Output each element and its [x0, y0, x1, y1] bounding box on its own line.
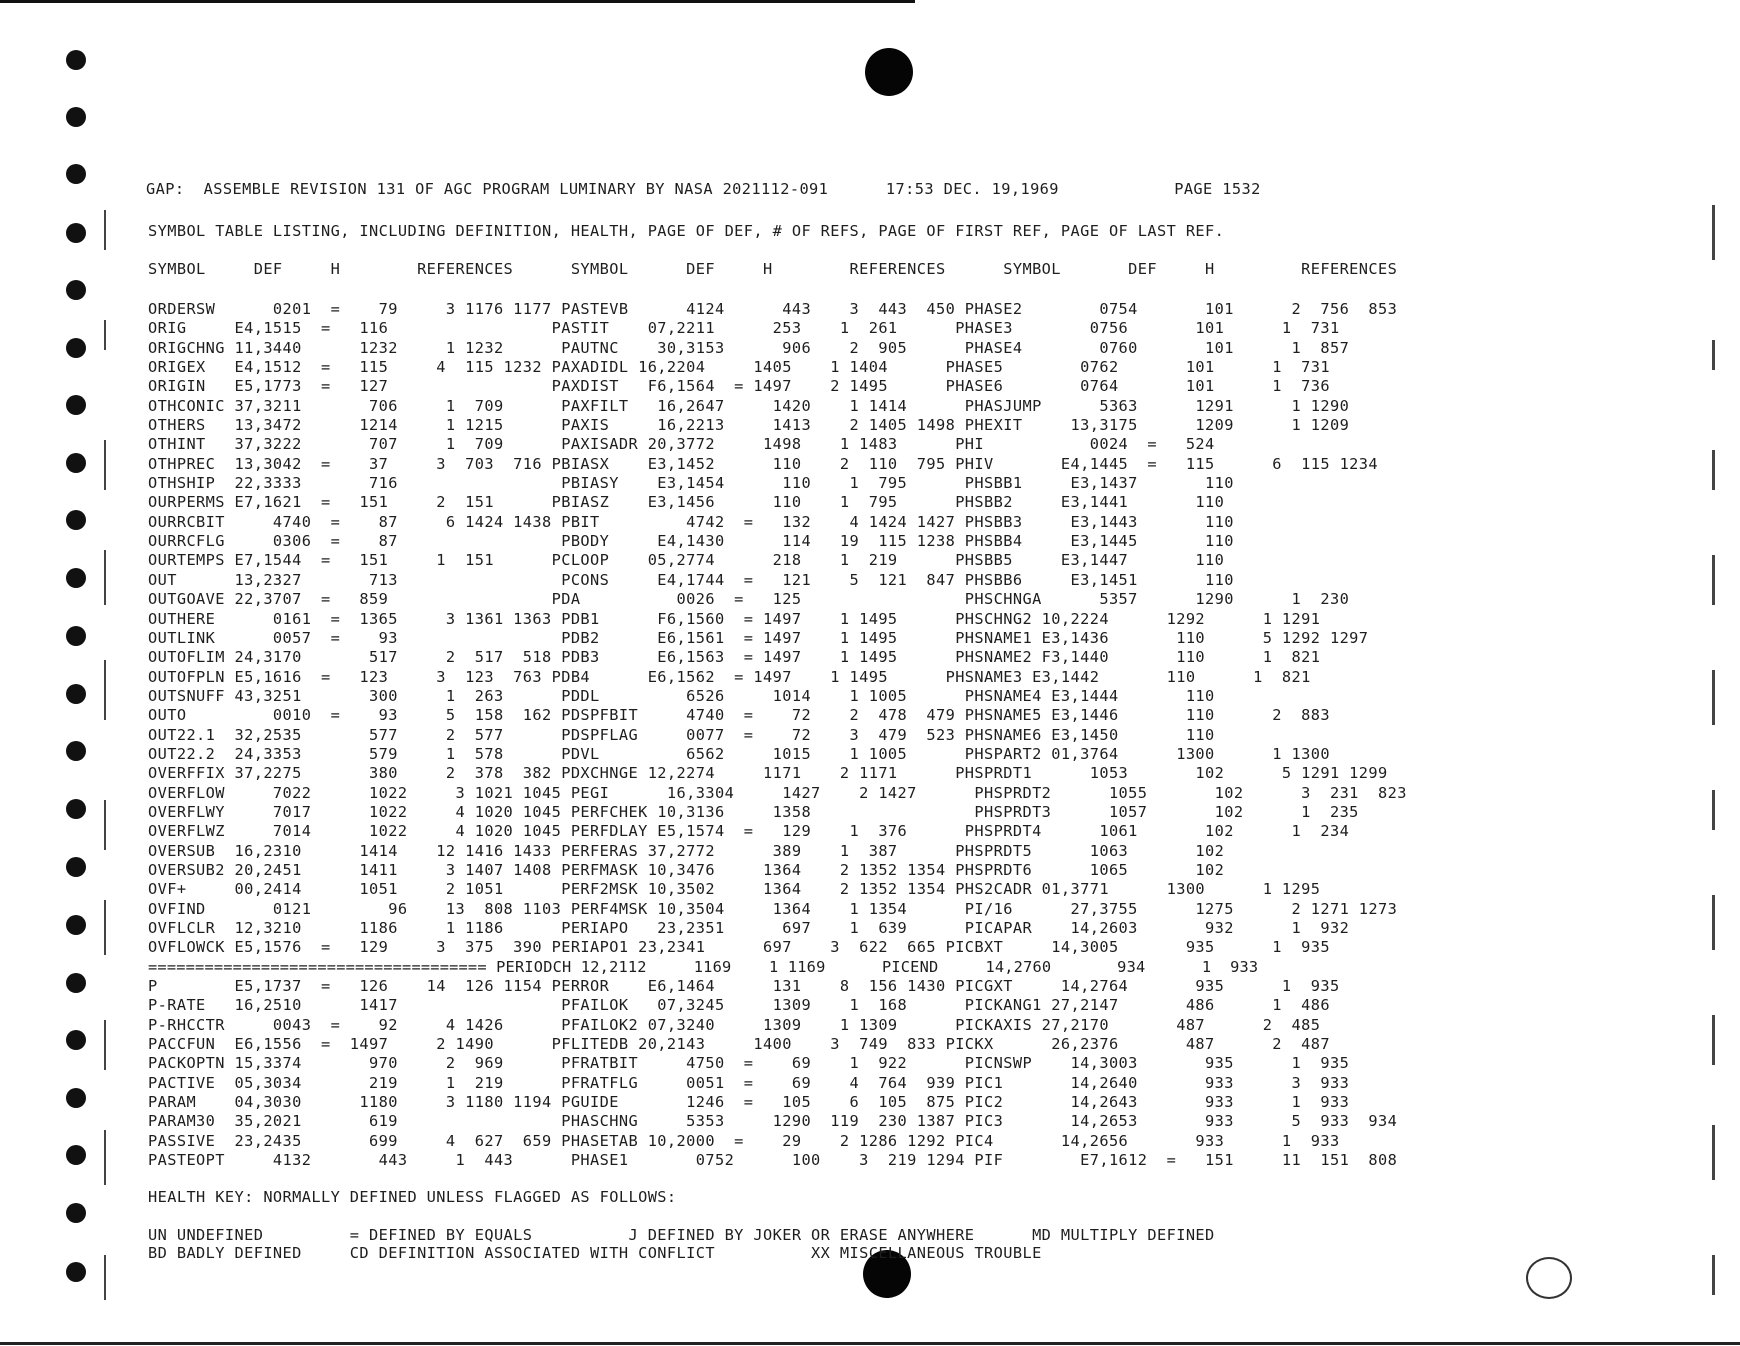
punch-hole — [66, 973, 86, 993]
scan-mark — [104, 1255, 106, 1300]
punch-hole — [66, 915, 86, 935]
health-key-line: UN UNDEFINED = DEFINED BY EQUALS J DEFINED BY JOKER OR ERASE ANYWHERE MD MULTIPLY DEFINED — [148, 1226, 1215, 1244]
table-row: ORIGEX E4,1512 = 115 4 115 1232 PAXADIDL 16,2204 1405 1 1404 PHASE5 0762 101 1 731 — [148, 358, 1330, 377]
table-row: OVERSUB2 20,2451 1411 3 1407 1408 PERFMASK 10,3476 1364 2 1352 1354 PHSPRDT6 1065 102 — [148, 860, 1225, 879]
scan-mark — [1712, 340, 1715, 370]
table-row: PASTEOPT 4132 443 1 443 PHASE1 0752 100 3 219 1294 PIF E7,1612 = 151 11 151 808 — [148, 1151, 1398, 1170]
scan-mark — [104, 320, 106, 350]
table-row: OVERFLWZ 7014 1022 4 1020 1045 PERFDLAY E5,1574 = 129 1 376 PHSPRDT4 1061 102 1 234 — [148, 822, 1350, 841]
table-row: OVFIND 0121 96 13 808 1103 PERF4MSK 10,3504 1364 1 1354 PI/16 27,3755 1275 2 1271 1273 — [148, 899, 1398, 918]
health-key-line: BD BADLY DEFINED CD DEFINITION ASSOCIATED WITH CONFLICT XX MISCELLANEOUS TROUBLE — [148, 1244, 1042, 1262]
table-row: P-RATE 16,2510 1417 PFAILOK 07,3245 1309 1 168 PICKANG1 27,2147 486 1 486 — [148, 996, 1330, 1015]
scan-mark — [1712, 670, 1715, 725]
table-row: PACKOPTN 15,3374 970 2 969 PFRATBIT 4750 = 69 1 922 PICNSWP 14,3003 935 1 935 — [148, 1054, 1350, 1073]
table-row: OTHINT 37,3222 707 1 709 PAXISADR 20,3772 1498 1 1483 PHI 0024 = 524 — [148, 435, 1215, 454]
symbol-table — [148, 300, 1407, 1170]
punch-hole — [66, 626, 86, 646]
table-row: ==================================== PERIODCH 12,2112 1169 1 1169 PICEND 14,2760 934 1 933 — [148, 957, 1259, 976]
table-row: OTHSHIP 22,3333 716 PBIASY E3,1454 110 1 795 PHSBB1 E3,1437 110 — [148, 474, 1234, 493]
punch-hole — [66, 568, 86, 588]
health-key-title: HEALTH KEY: NORMALLY DEFINED UNLESS FLAGGED AS FOLLOWS: — [148, 1188, 677, 1206]
table-row: PACTIVE 05,3034 219 1 219 PFRATFLG 0051 = 69 4 764 939 PIC1 14,2640 933 3 933 — [148, 1073, 1350, 1092]
table-row: OUTHERE 0161 = 1365 3 1361 1363 PDB1 F6,1560 = 1497 1 1495 PHSCHNG2 10,2224 1292 1 1291 — [148, 609, 1321, 628]
punch-hole — [66, 1088, 86, 1108]
sprocket-ring — [1526, 1257, 1572, 1299]
table-row: OURRCFLG 0306 = 87 PBODY E4,1430 114 19 115 1238 PHSBB4 E3,1445 110 — [148, 532, 1234, 551]
table-row: OVFLCLR 12,3210 1186 1 1186 PERIAPO 23,2351 697 1 639 PICAPAR 14,2603 932 1 932 — [148, 919, 1350, 937]
table-row: PARAM30 35,2021 619 PHASCHNG 5353 1290 119 230 1387 PIC3 14,2653 933 5 933 934 — [148, 1112, 1398, 1131]
punch-hole — [66, 510, 86, 530]
scan-mark — [1712, 555, 1715, 605]
bottom-edge-line — [0, 1342, 1740, 1345]
column-header: SYMBOL DEF H REFERENCES SYMBOL DEF H REFERENCES SYMBOL DEF H REFERENCES — [148, 260, 1398, 278]
punch-hole — [66, 107, 86, 127]
table-row: OVF+ 00,2414 1051 2 1051 PERF2MSK 10,3502 1364 2 1352 1354 PHS2CADR 01,3771 1300 1 1295 — [148, 880, 1321, 899]
punch-hole — [66, 50, 86, 70]
punch-hole — [66, 1145, 86, 1165]
sprocket-dot — [865, 48, 913, 96]
table-row: OVFLOWCK E5,1576 = 129 3 375 390 PERIAPO1 23,2341 697 3 622 665 PICBXT 14,3005 935 1 935 — [148, 938, 1330, 957]
table-row: OURPERMS E7,1621 = 151 2 151 PBIASZ E3,1456 110 1 795 PHSBB2 E3,1441 110 — [148, 493, 1225, 512]
table-row: OUT22.2 24,3353 579 1 578 PDVL 6562 1015 1 1005 PHSPART2 01,3764 1300 1 1300 — [148, 744, 1330, 763]
scan-mark — [104, 800, 106, 850]
top-edge-line — [0, 0, 915, 3]
punch-hole — [66, 1262, 86, 1282]
scan-mark — [1712, 1255, 1715, 1295]
table-row: P E5,1737 = 126 14 126 1154 PERROR E6,1464 131 8 156 1430 PICGXT 14,2764 935 1 935 — [148, 977, 1340, 996]
table-row: ORDERSW 0201 = 79 3 1176 1177 PASTEVB 4124 443 3 443 450 PHASE2 0754 101 2 756 853 — [148, 300, 1398, 318]
scan-mark — [1712, 895, 1715, 950]
table-row: OURRCBIT 4740 = 87 6 1424 1438 PBIT 4742 = 132 4 1424 1427 PHSBB3 E3,1443 110 — [148, 512, 1234, 531]
table-row: OURTEMPS E7,1544 = 151 1 151 PCLOOP 05,2774 218 1 219 PHSBB5 E3,1447 110 — [148, 551, 1225, 570]
punch-hole — [66, 741, 86, 761]
table-row: OVERSUB 16,2310 1414 12 1416 1433 PERFERAS 37,2772 389 1 387 PHSPRDT5 1063 102 — [148, 841, 1225, 860]
table-row: OTHERS 13,3472 1214 1 1215 PAXIS 16,2213 1413 2 1405 1498 PHEXIT 13,3175 1209 1 1209 — [148, 416, 1350, 435]
scan-mark — [104, 210, 106, 250]
table-row: OUTGOAVE 22,3707 = 859 PDA 0026 = 125 PHSCHNGA 5357 1290 1 230 — [148, 590, 1350, 609]
table-row: OVERFFIX 37,2275 380 2 378 382 PDXCHNGE 12,2274 1171 2 1171 PHSPRDT1 1053 102 5 1291 1299 — [148, 764, 1388, 783]
table-row: PACCFUN E6,1556 = 1497 2 1490 PFLITEDB 20,2143 1400 3 749 833 PICKX 26,2376 487 2 487 — [148, 1035, 1330, 1054]
table-row: OUTO 0010 = 93 5 158 162 PDSPFBIT 4740 = 72 2 478 479 PHSNAME5 E3,1446 110 2 883 — [148, 706, 1330, 725]
table-row: ORIGIN E5,1773 = 127 PAXDIST F6,1564 = 1497 2 1495 PHASE6 0764 101 1 736 — [148, 377, 1330, 396]
table-row: OVERFLOW 7022 1022 3 1021 1045 PEGI 16,3304 1427 2 1427 PHSPRDT2 1055 102 3 231 823 — [148, 783, 1407, 802]
table-row: OTHCONIC 37,3211 706 1 709 PAXFILT 16,2647 1420 1 1414 PHASJUMP 5363 1291 1 1290 — [148, 396, 1350, 415]
punch-hole — [66, 684, 86, 704]
scan-mark — [1712, 790, 1715, 830]
table-row: ORIGCHNG 11,3440 1232 1 1232 PAUTNC 30,3153 906 2 905 PHASE4 0760 101 1 857 — [148, 338, 1350, 357]
scan-mark — [104, 440, 106, 490]
table-row: OUT22.1 32,2535 577 2 577 PDSPFLAG 0077 = 72 3 479 523 PHSNAME6 E3,1450 110 — [148, 725, 1215, 744]
punch-hole — [66, 1030, 86, 1050]
punch-hole — [66, 223, 86, 243]
punch-hole — [66, 280, 86, 300]
scan-mark — [1712, 450, 1715, 490]
table-row: OUT 13,2327 713 PCONS E4,1744 = 121 5 121 847 PHSBB6 E3,1451 110 — [148, 570, 1234, 589]
table-row: OUTOFLIM 24,3170 517 2 517 518 PDB3 E6,1563 = 1497 1 1495 PHSNAME2 F3,1440 110 1 821 — [148, 648, 1321, 667]
punch-hole — [66, 164, 86, 184]
scan-mark — [1712, 205, 1715, 260]
scan-mark — [104, 900, 106, 955]
punch-hole — [66, 453, 86, 473]
scan-mark — [1712, 1015, 1715, 1065]
punch-hole — [66, 1203, 86, 1223]
table-row: OVERFLWY 7017 1022 4 1020 1045 PERFCHEK 10,3136 1358 PHSPRDT3 1057 102 1 235 — [148, 802, 1359, 821]
table-row: OUTLINK 0057 = 93 PDB2 E6,1561 = 1497 1 1495 PHSNAME1 E3,1436 110 5 1292 1297 — [148, 628, 1369, 647]
table-row: OUTSNUFF 43,3251 300 1 263 PDDL 6526 1014 1 1005 PHSNAME4 E3,1444 110 — [148, 686, 1215, 705]
table-row: OTHPREC 13,3042 = 37 3 703 716 PBIASX E3,1452 110 2 110 795 PHIV E4,1445 = 115 6 115 1234 — [148, 454, 1379, 473]
page-header: GAP: ASSEMBLE REVISION 131 OF AGC PROGRAM LUMINARY BY NASA 2021112-091 17:53 DEC. 19,1969 PAGE 1532 — [146, 180, 1261, 198]
table-row: OUTOFPLN E5,1616 = 123 3 123 763 PDB4 E6,1562 = 1497 1 1495 PHSNAME3 E3,1442 110 1 821 — [148, 667, 1311, 686]
punch-hole — [66, 338, 86, 358]
punch-hole — [66, 857, 86, 877]
table-row: ORIG E4,1515 = 116 PASTIT 07,2211 253 1 261 PHASE3 0756 101 1 731 — [148, 319, 1340, 338]
scan-mark — [104, 660, 106, 720]
listing-title: SYMBOL TABLE LISTING, INCLUDING DEFINITION, HEALTH, PAGE OF DEF, # OF REFS, PAGE OF FIRST REF, PAGE OF LAST REF. — [148, 222, 1225, 240]
scan-mark — [104, 550, 106, 605]
punch-hole — [66, 395, 86, 415]
scan-mark — [104, 1020, 106, 1070]
table-row: P-RHCCTR 0043 = 92 4 1426 PFAILOK2 07,3240 1309 1 1309 PICKAXIS 27,2170 487 2 485 — [148, 1015, 1321, 1034]
punch-hole — [66, 799, 86, 819]
table-row: PASSIVE 23,2435 699 4 627 659 PHASETAB 10,2000 = 29 2 1286 1292 PIC4 14,2656 933 1 933 — [148, 1131, 1340, 1150]
table-row: PARAM 04,3030 1180 3 1180 1194 PGUIDE 1246 = 105 6 105 875 PIC2 14,2643 933 1 933 — [148, 1093, 1350, 1112]
scan-mark — [1712, 1125, 1715, 1180]
scan-mark — [104, 1130, 106, 1185]
